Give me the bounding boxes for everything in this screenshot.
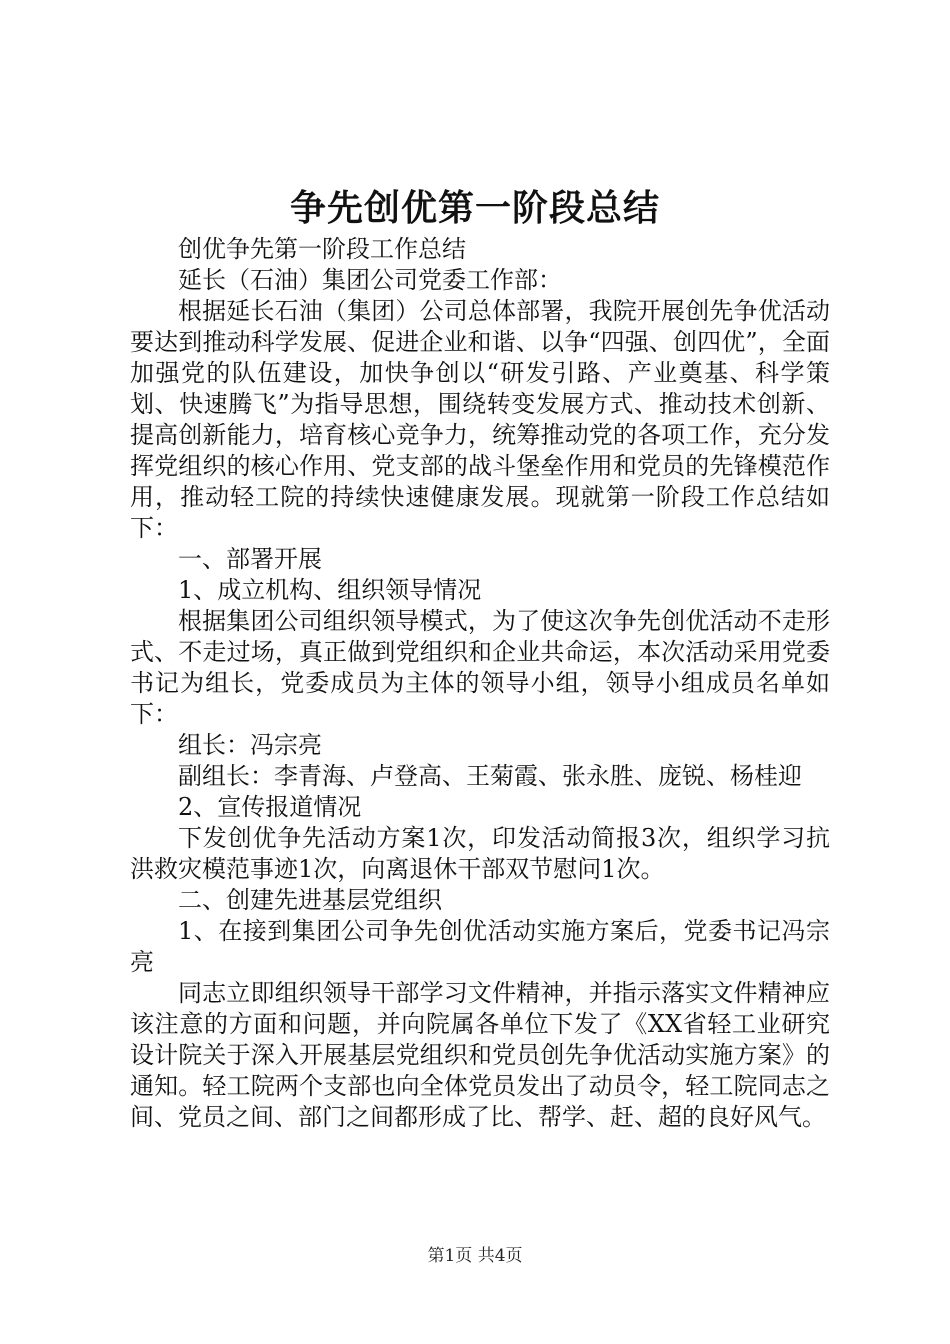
subheading-organization: 1、成立机构、组织领导情况 — [178, 576, 482, 604]
subheading-publicity: 2、宣传报道情况 — [178, 793, 362, 821]
paragraph-organization: 根据集团公司组织领导模式，为了使这次争先创优活动不走形式、不走过场，真正做到党组织和企业共命运，本次活动采用党委书记为组长，党委成员为主体的领导小组，领导小组成员名单如下： — [130, 607, 830, 728]
paragraph-addressee: 延长（石油）集团公司党委工作部： — [178, 266, 562, 294]
paragraph-subtitle: 创优争先第一阶段工作总结 — [178, 235, 466, 263]
section-heading-party-organization: 二、创建先进基层党组织 — [178, 886, 442, 914]
page-number-footer: 第1页 共4页 — [427, 1246, 523, 1266]
paragraph-leader: 组长：冯宗亮 — [178, 731, 322, 759]
paragraph-implementation: 1、在接到集团公司争先创优活动实施方案后，党委书记冯宗亮 — [130, 917, 830, 976]
document-title: 争先创优第一阶段总结 — [289, 187, 660, 229]
paragraph-publicity: 下发创优争先活动方案1次，印发活动简报3次，组织学习抗洪救灾模范事迹1次，向离退休干部双节慰问1次。 — [130, 824, 830, 883]
paragraph-study: 同志立即组织领导干部学习文件精神，并指示落实文件精神应该注意的方面和问题，并向院属各单位下发了《XX省轻工业研究设计院关于深入开展基层党组织和党员创先争优活动实施方案》的通知。轻工院两个支部也向全体党员发出了动员令，轻工院同志之间、党员之间、部门之间都形成了比、帮学、赶、超的良好风气。 — [130, 979, 830, 1131]
document-body — [130, 234, 830, 1133]
paragraph-intro: 根据延长石油（集团）公司总体部署，我院开展创先争优活动要达到推动科学发展、促进企业和谐、以争“四强、创四优”，全面加强党的队伍建设，加快争创以“研发引路、产业奠基、科学策划、快速腾飞”为指导思想，围绕转变发展方式、推动技术创新、提高创新能力，培育核心竞争力，统筹推动党的各项工作，充分发挥党组织的核心作用、党支部的战斗堡垒作用和党员的先锋模范作用，推动轻工院的持续快速健康发展。现就第一阶段工作总结如下： — [130, 297, 830, 542]
section-heading-deployment: 一、部署开展 — [178, 545, 322, 573]
paragraph-deputy-leaders: 副组长：李青海、卢登高、王菊霞、张永胜、庞锐、杨桂迎 — [178, 762, 802, 790]
